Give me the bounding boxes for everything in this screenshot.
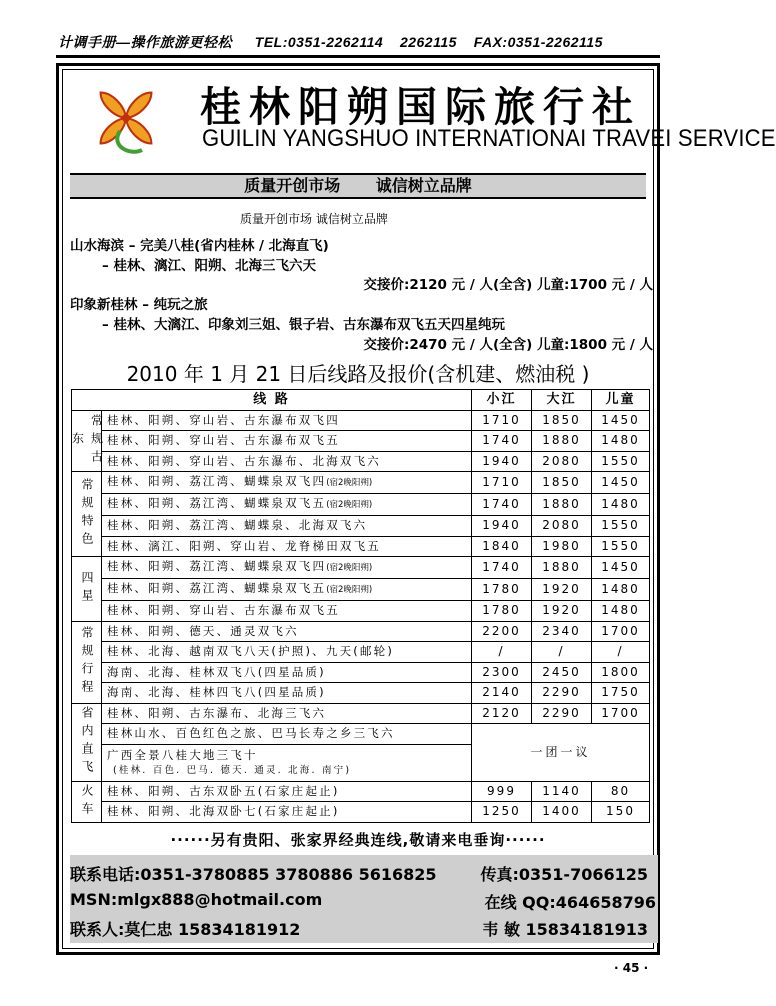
route-cell xyxy=(102,601,472,622)
phone-value: 0351-3780885 3780886 5616825 xyxy=(140,865,437,884)
price-small-cell: 1840 xyxy=(472,536,532,557)
route-cell xyxy=(102,744,472,781)
price-small-cell: 1780 xyxy=(472,601,532,622)
table-row xyxy=(72,431,650,452)
fax-value: 0351-7066125 xyxy=(518,865,648,884)
table-row xyxy=(72,703,650,724)
table-header-row xyxy=(72,390,650,411)
price-big-cell: 1980 xyxy=(532,536,592,557)
route-text: 桂林、阳朔、德天、通灵双飞六 xyxy=(107,623,299,638)
page-number: · 45 · xyxy=(614,961,649,975)
route-subtext: (桂林. 百色. 巴马. 德天. 通灵. 北海. 南宁) xyxy=(113,764,352,776)
header-fax-label: FAX: xyxy=(473,34,508,50)
route-note: (宿2晚阳朔) xyxy=(326,500,373,510)
company-name-cn: 桂林阳朔国际旅行社 xyxy=(200,83,641,131)
route-cell xyxy=(102,703,472,724)
price-big-cell: 1880 xyxy=(532,431,592,452)
header-tel: 0351-2262114 xyxy=(287,34,384,50)
route-cell xyxy=(102,683,472,704)
header-child: 儿童 xyxy=(592,390,650,411)
price-small-cell: 1710 xyxy=(472,472,532,494)
price-child-cell: 1450 xyxy=(592,472,650,494)
table-row xyxy=(72,579,650,601)
price-child-cell: 1480 xyxy=(592,579,650,601)
price-small-cell: 1740 xyxy=(472,431,532,452)
table-row xyxy=(72,781,650,802)
route-text: 桂林、阳朔、荔江湾、蝴蝶泉双飞五 xyxy=(107,581,327,595)
category-cell: 四星 xyxy=(72,557,102,622)
route-note: (宿2晚阳朔) xyxy=(326,563,373,573)
price-big-cell: 2290 xyxy=(532,683,592,704)
price-small-cell: 999 xyxy=(472,781,532,802)
route-text: 桂林、漓江、阳朔、穿山岩、龙脊梯田双飞五 xyxy=(107,538,381,553)
price-big-cell: 2080 xyxy=(532,451,592,472)
price-child-cell: 1480 xyxy=(592,494,650,516)
msn-label: MSN: xyxy=(70,890,118,909)
price-small-cell: 2300 xyxy=(472,662,532,683)
table-row xyxy=(72,683,650,704)
route-cell xyxy=(102,662,472,683)
featured-subtitle-1: – 桂林、漓江、阳朔、北海三飞六天 xyxy=(102,258,316,274)
price-small-cell: 1940 xyxy=(472,451,532,472)
phone-label: 联系电话: xyxy=(70,865,141,884)
route-text: 桂林、阳朔、荔江湾、蝴蝶泉双飞四 xyxy=(107,559,327,573)
person1-value: 莫仁忠 15834181912 xyxy=(124,920,301,939)
price-small-cell: 1740 xyxy=(472,494,532,516)
extra-routes-note: ······另有贵阳、张家界经典连线,敬请来电垂询······ xyxy=(170,831,546,849)
header-big: 大江 xyxy=(532,390,592,411)
price-big-cell: 1850 xyxy=(532,410,592,431)
contact-phone-row xyxy=(70,862,437,885)
price-small-cell: 1780 xyxy=(472,579,532,601)
flower-logo-icon xyxy=(80,76,172,162)
table-row xyxy=(72,536,650,557)
route-cell xyxy=(102,536,472,557)
route-cell xyxy=(102,516,472,537)
price-small-cell: 2140 xyxy=(472,683,532,704)
table-row xyxy=(72,494,650,516)
table-row xyxy=(72,642,650,663)
route-text: 桂林、阳朔、古东瀑布、北海三飞六 xyxy=(107,705,327,720)
route-text: 海南、北海、桂林四飞八(四星品质) xyxy=(107,685,326,700)
route-cell xyxy=(102,802,472,823)
featured-title-2: 印象新桂林 – 纯玩之旅 xyxy=(70,297,208,313)
contact-person-row xyxy=(70,917,300,940)
price-big-cell: 1850 xyxy=(532,472,592,494)
contact-fax xyxy=(480,862,648,885)
header-tel2: 2262115 xyxy=(399,34,457,50)
category-cell: 常规古东 xyxy=(72,410,102,472)
route-text: 桂林、阳朔、荔江湾、蝴蝶泉、北海双飞六 xyxy=(107,518,368,533)
table-row xyxy=(72,662,650,683)
price-big-cell: 2450 xyxy=(532,662,592,683)
route-text: 桂林、阳朔、古东双卧五(石家庄起止) xyxy=(107,783,340,798)
route-price-table xyxy=(71,389,650,823)
table-row xyxy=(72,724,650,745)
route-note: (宿2晚阳朔) xyxy=(326,585,373,595)
category-cell: 常规行程 xyxy=(72,621,102,703)
route-cell xyxy=(102,621,472,642)
featured-title-1: 山水海滨 – 完美八桂(省内桂林 / 北海直飞) xyxy=(70,238,329,254)
price-big-cell: / xyxy=(532,642,592,663)
price-child-cell: 1550 xyxy=(592,451,650,472)
price-child-cell: 1450 xyxy=(592,557,650,579)
header-small: 小江 xyxy=(472,390,532,411)
fax-label: 传真: xyxy=(480,865,519,884)
company-name-en: GUILIN YANGSHUO INTERNATIONAI TRAVEI SERVICE xyxy=(202,125,776,152)
route-cell xyxy=(102,472,472,494)
route-cell xyxy=(102,410,472,431)
featured-price-1: 交接价:2120 元 / 人(全含) 儿童:1700 元 / 人 xyxy=(363,277,653,293)
price-child-cell: 1700 xyxy=(592,621,650,642)
route-cell xyxy=(102,579,472,601)
price-child-cell: 150 xyxy=(592,802,650,823)
route-text: 广西全景八桂大地三飞十 xyxy=(107,747,258,762)
table-row xyxy=(72,451,650,472)
route-text: 桂林、阳朔、穿山岩、古东瀑布双飞五 xyxy=(107,603,340,618)
price-small-cell: / xyxy=(472,642,532,663)
route-cell xyxy=(102,451,472,472)
route-cell xyxy=(102,781,472,802)
price-child-cell: 1480 xyxy=(592,431,650,452)
price-small-cell: 1250 xyxy=(472,802,532,823)
price-child-cell: 1450 xyxy=(592,410,650,431)
negotiable-price-cell: 一团一议 xyxy=(472,724,650,782)
route-cell xyxy=(102,642,472,663)
table-row xyxy=(72,516,650,537)
route-text: 桂林、北海、越南双飞八天(护照)、九天(邮轮) xyxy=(107,644,395,659)
price-child-cell: 1480 xyxy=(592,601,650,622)
table-row xyxy=(72,621,650,642)
route-cell: 桂林山水、百色红色之旅、巴马长寿之乡三飞六 xyxy=(102,724,472,745)
route-cell xyxy=(102,431,472,452)
price-child-cell: 80 xyxy=(592,781,650,802)
table-row xyxy=(72,557,650,579)
msn-value: mlgx888@hotmail.com xyxy=(117,890,323,909)
header-fax: 0351-2262115 xyxy=(507,34,603,50)
price-big-cell: 1140 xyxy=(532,781,592,802)
route-text: 桂林、阳朔、荔江湾、蝴蝶泉双飞五 xyxy=(107,496,327,510)
route-text: 桂林、阳朔、穿山岩、古东瀑布双飞四 xyxy=(107,412,340,427)
price-small-cell: 1710 xyxy=(472,410,532,431)
table-row xyxy=(72,472,650,494)
featured-subtitle-2: – 桂林、大漓江、印象刘三姐、银子岩、古东瀑布双飞五天四星纯玩 xyxy=(102,317,505,333)
price-small-cell: 2200 xyxy=(472,621,532,642)
header-tel-label: TEL: xyxy=(254,34,288,50)
header-bar xyxy=(58,32,658,56)
person1-label: 联系人: xyxy=(70,920,125,939)
route-text: 桂林、阳朔、穿山岩、古东瀑布双飞五 xyxy=(107,433,340,448)
route-cell xyxy=(102,557,472,579)
route-text: 桂林、阳朔、荔江湾、蝴蝶泉双飞四 xyxy=(107,474,327,488)
category-cell: 常规特色 xyxy=(72,472,102,557)
header-divider xyxy=(56,55,660,58)
contact-msn-row xyxy=(70,890,322,909)
price-big-cell: 1880 xyxy=(532,557,592,579)
table-row xyxy=(72,601,650,622)
contact-qq xyxy=(485,890,656,913)
price-small-cell: 1940 xyxy=(472,516,532,537)
price-child-cell: 1700 xyxy=(592,703,650,724)
route-note: (宿2晚阳朔) xyxy=(326,478,373,488)
route-cell xyxy=(102,494,472,516)
slogan-bar: 质量开创市场 诚信树立品牌 xyxy=(70,173,646,199)
qq-value: 464658796 xyxy=(555,893,656,912)
route-text: 桂林、阳朔、穿山岩、古东瀑布、北海双飞六 xyxy=(107,453,381,468)
price-big-cell: 1920 xyxy=(532,579,592,601)
price-big-cell: 2290 xyxy=(532,703,592,724)
price-child-cell: 1550 xyxy=(592,536,650,557)
price-small-cell: 1740 xyxy=(472,557,532,579)
header-route: 线 路 xyxy=(72,390,472,411)
category-cell: 省内直飞 xyxy=(72,703,102,781)
price-small-cell: 2120 xyxy=(472,703,532,724)
price-big-cell: 2340 xyxy=(532,621,592,642)
price-big-cell: 1880 xyxy=(532,494,592,516)
table-row xyxy=(72,802,650,823)
header-text: 计调手册—操作旅游更轻松 xyxy=(58,34,232,50)
price-big-cell: 1920 xyxy=(532,601,592,622)
price-child-cell: / xyxy=(592,642,650,663)
price-big-cell: 1400 xyxy=(532,802,592,823)
qq-label: 在线 QQ: xyxy=(484,893,556,912)
route-text: 海南、北海、桂林双飞八(四星品质) xyxy=(107,664,326,679)
slogan-small: 质量开创市场 诚信树立品牌 xyxy=(240,212,388,226)
table-row xyxy=(72,410,650,431)
category-cell: 火车 xyxy=(72,781,102,822)
featured-price-2: 交接价:2470 元 / 人(全含) 儿童:1800 元 / 人 xyxy=(363,337,653,353)
contact-person2: 韦 敏 15834181913 xyxy=(482,920,648,939)
price-headline: 2010 年 1 月 21 日后线路及报价(含机建、燃油税 ) xyxy=(126,362,590,386)
contact-panel xyxy=(70,855,658,943)
price-child-cell: 1800 xyxy=(592,662,650,683)
route-text: 桂林、阳朔、北海双卧七(石家庄起止) xyxy=(107,804,340,819)
price-child-cell: 1550 xyxy=(592,516,650,537)
price-child-cell: 1750 xyxy=(592,683,650,704)
price-big-cell: 2080 xyxy=(532,516,592,537)
